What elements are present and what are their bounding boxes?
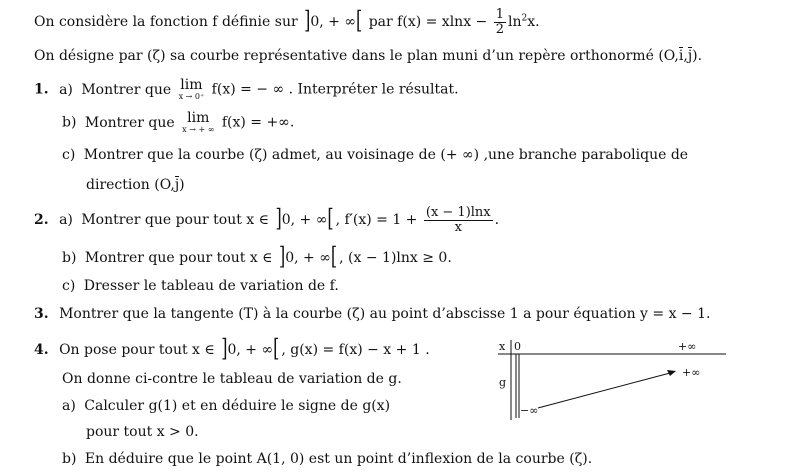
derivative-fraction: $\frac{(x - 1)\ln x}{x}$	[425, 205, 491, 235]
q1-a: 1. a) Montrer que lim x → 0⁺ f(x) = − ∞ . Interpréter le résultat.	[34, 77, 459, 101]
q4-line-2: On donne ci-contre le tableau de variation de g.	[62, 371, 402, 387]
q4-line-1: 4. On pose pour tout x ∈ ]0, + ∞[ , g(x) = f(x) − x + 1 .	[34, 334, 430, 363]
q1-c-cont: direction (O,j)	[86, 177, 185, 193]
variation-table-g	[494, 338, 734, 422]
vector-i: i	[678, 48, 684, 64]
q1-c: c) Montrer que la courbe (ζ) admet, au voisinage de (+ ∞) ,une branche parabolique de	[62, 147, 689, 163]
table-g-start: −∞	[520, 404, 539, 417]
q3-number: 3.	[34, 306, 49, 322]
q4-number: 4.	[34, 342, 49, 358]
q2-a: 2. a) Montrer que pour tout x ∈ ]0, + ∞[ , f′(x) = 1 + $\frac{(x - 1)\ln x}{x}$ .	[34, 204, 500, 235]
q2-number: 2.	[34, 212, 49, 229]
intro-line-1: On considère la fonction f définie sur ]0, + ∞[ par f(x) = xlnx − $\frac{1}{2}$ $\ln^2x$.	[34, 6, 540, 37]
table-x-label: x	[499, 340, 506, 353]
table-x-end: +∞	[678, 340, 697, 353]
table-g-label: g	[499, 376, 507, 389]
q1-b: b) Montrer que lim x → + ∞ f(x) = +∞.	[62, 110, 295, 134]
q2-b: b) Montrer que pour tout x ∈ ]0, + ∞[ , (x − 1)lnx ≥ 0.	[62, 242, 452, 271]
limit-infinity: lim x → + ∞	[182, 110, 215, 134]
q4-a: a) Calculer g(1) et en déduire le signe de g(x)	[62, 398, 391, 414]
fraction-one-half: $\frac{1}{2}$	[495, 7, 505, 37]
domain-interval: 0, + ∞	[310, 14, 357, 31]
vector-j: j	[687, 48, 693, 64]
q1-number: 1.	[34, 81, 49, 98]
intro-text-repere: On désigne par (ζ) sa courbe représentative dans le plan muni d’un repère orthonormé (O,	[34, 48, 679, 64]
q4-b: b) En déduire que le point A(1, 0) est un point d’inflexion de la courbe (ζ).	[62, 451, 593, 467]
table-g-end: +∞	[682, 366, 701, 379]
intro-text-b: par f(x) = xlnx −	[368, 14, 488, 31]
increasing-arrow	[538, 373, 670, 408]
intro-line-2: On désigne par (ζ) sa courbe représentative dans le plan muni d’un repère orthonormé (O,i,j).	[34, 48, 703, 64]
q2-c: c) Dresser le tableau de variation de f.	[62, 278, 339, 294]
table-x-start: 0	[514, 340, 521, 353]
q3: 3. Montrer que la tangente (T) à la courbe (ζ) au point d’abscisse 1 a pour équation y = x − 1.	[34, 306, 711, 322]
q4-a-cont: pour tout x > 0.	[86, 424, 199, 440]
limit-zero: lim x → 0⁺	[178, 77, 205, 101]
vector-j: j	[174, 177, 180, 193]
intro-text-a: On considère la fonction f définie sur	[34, 14, 298, 31]
